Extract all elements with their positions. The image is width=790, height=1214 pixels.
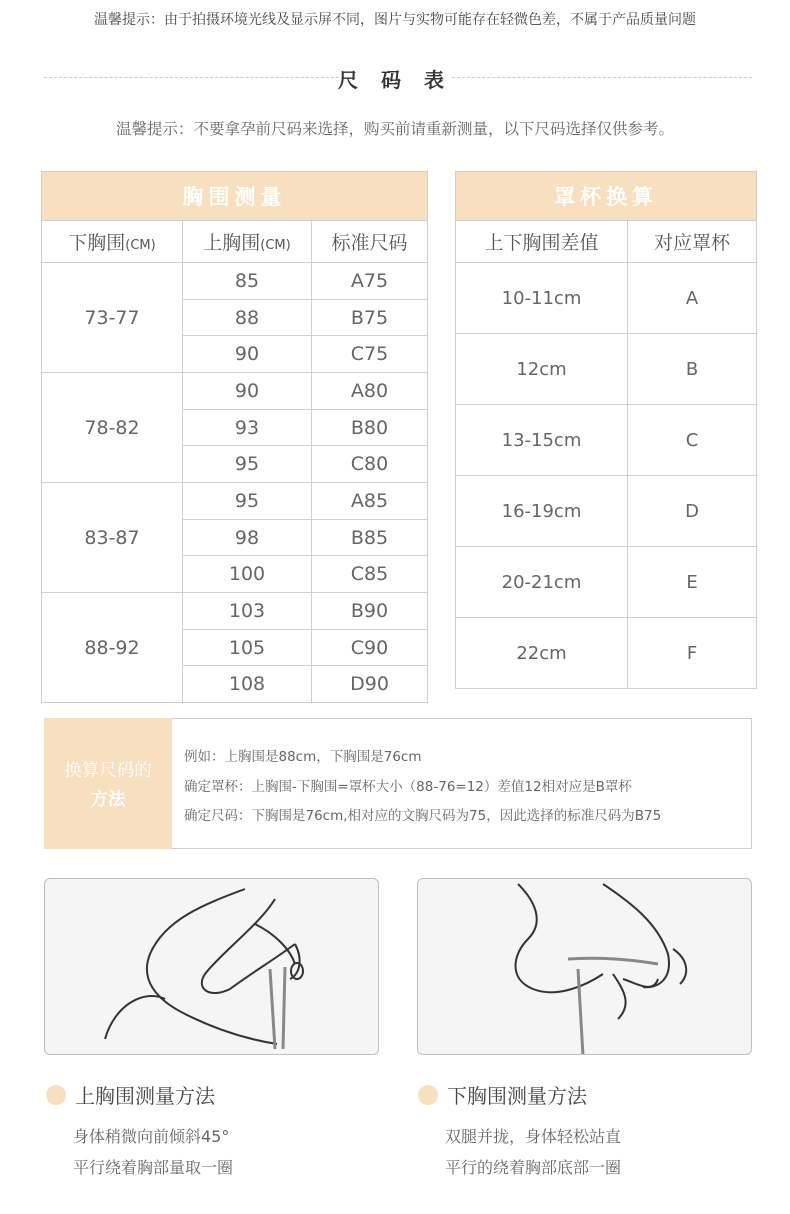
col-upper-bust: 上胸围(CM) [183,221,312,263]
col-under-bust: 下胸围(CM) [42,221,183,263]
standard-size-value: C85 [312,556,428,593]
table-row [456,334,757,405]
under-bust-range: 73-77 [42,263,183,373]
bust-difference-value: 13-15cm [456,405,628,476]
cup-table [455,171,757,689]
table-row [42,593,428,630]
upper-bust-value: 95 [183,483,312,520]
standard-size-value: C80 [312,446,428,483]
upper-method-line2: 平行绕着胸部量取一圈 [73,1158,234,1177]
bust-difference-value: 12cm [456,334,628,405]
conversion-method-label [44,718,172,849]
cup-table-body [456,263,757,689]
size-table [41,171,428,703]
table-row [42,263,428,300]
bust-difference-value: 22cm [456,618,628,689]
standard-size-value: B85 [312,520,428,556]
upper-bust-value: 100 [183,556,312,593]
standard-size-value: B80 [312,410,428,446]
standard-size-value: B75 [312,300,428,336]
upper-method-line1: 身体稍微向前倾斜45° [73,1127,230,1146]
method-size-rule: 确定尺码：下胸围是76cm,相对应的文胸尺码为75，因此选择的标准尺码为B75 [184,808,662,824]
under-bust-range: 83-87 [42,483,183,593]
col-bust-difference: 上下胸围差值 [456,221,628,263]
lower-method-title: 下胸围测量方法 [447,1084,587,1108]
lower-method-line1: 双腿并拢，身体轻松站直 [445,1127,622,1146]
standard-size-value: C90 [312,630,428,666]
method-label-line2: 方法 [90,789,126,810]
upper-bust-value: 108 [183,666,312,703]
upper-bust-value: 98 [183,520,312,556]
table-row [456,405,757,476]
upper-bust-value: 90 [183,336,312,373]
lower-bust-drawing [418,879,752,1055]
upper-bust-value: 93 [183,410,312,446]
cup-value: A [628,263,757,334]
table-row [42,373,428,410]
cup-value: C [628,405,757,476]
cup-value: F [628,618,757,689]
standard-size-value: A85 [312,483,428,520]
table-row [456,618,757,689]
upper-bust-value: 85 [183,263,312,300]
lower-bust-illustration [417,878,752,1055]
title-divider-right [452,77,752,78]
table-row [456,263,757,334]
col-cup: 对应罩杯 [628,221,757,263]
upper-bullet-dot [46,1085,66,1105]
under-bust-range: 78-82 [42,373,183,483]
bust-difference-value: 10-11cm [456,263,628,334]
lower-bullet-dot [418,1085,438,1105]
title-divider-left [44,77,339,78]
upper-bust-drawing [45,879,379,1055]
lower-method-line2: 平行的绕着胸部底部一圈 [445,1158,622,1177]
cup-value: B [628,334,757,405]
table-row [456,476,757,547]
upper-bust-value: 88 [183,300,312,336]
size-table-body [42,263,428,703]
cup-value: D [628,476,757,547]
upper-bust-value: 103 [183,593,312,630]
tip-text: 温馨提示：不要拿孕前尺码来选择，购买前请重新测量，以下尺码选择仅供参考。 [115,120,674,138]
size-table-header: 胸围测量 [42,172,428,221]
method-cup-rule: 确定罩杯：上胸围-下胸围=罩杯大小（88-76=12）差值12相对应是B罩杯 [184,779,632,795]
standard-size-value: A80 [312,373,428,410]
upper-bust-value: 105 [183,630,312,666]
upper-bust-value: 95 [183,446,312,483]
under-bust-range: 88-92 [42,593,183,703]
col-standard-size: 标准尺码 [312,221,428,263]
standard-size-value: B90 [312,593,428,630]
standard-size-value: D90 [312,666,428,703]
cup-value: E [628,547,757,618]
upper-method-title: 上胸围测量方法 [75,1084,215,1108]
cup-table-header: 罩杯换算 [456,172,757,221]
upper-bust-value: 90 [183,373,312,410]
table-row [42,483,428,520]
standard-size-value: C75 [312,336,428,373]
method-label-line1: 换算尺码的 [64,760,152,781]
table-row [456,547,757,618]
bust-difference-value: 16-19cm [456,476,628,547]
upper-bust-illustration [44,878,379,1055]
page-title: 尺 码 表 [338,68,452,92]
bust-difference-value: 20-21cm [456,547,628,618]
method-example: 例如：上胸围是88cm，下胸围是76cm [184,749,422,765]
top-notice: 温馨提示：由于拍摄环境光线及显示屏不同，图片与实物可能存在轻微色差，不属于产品质量问题 [94,12,696,28]
standard-size-value: A75 [312,263,428,300]
